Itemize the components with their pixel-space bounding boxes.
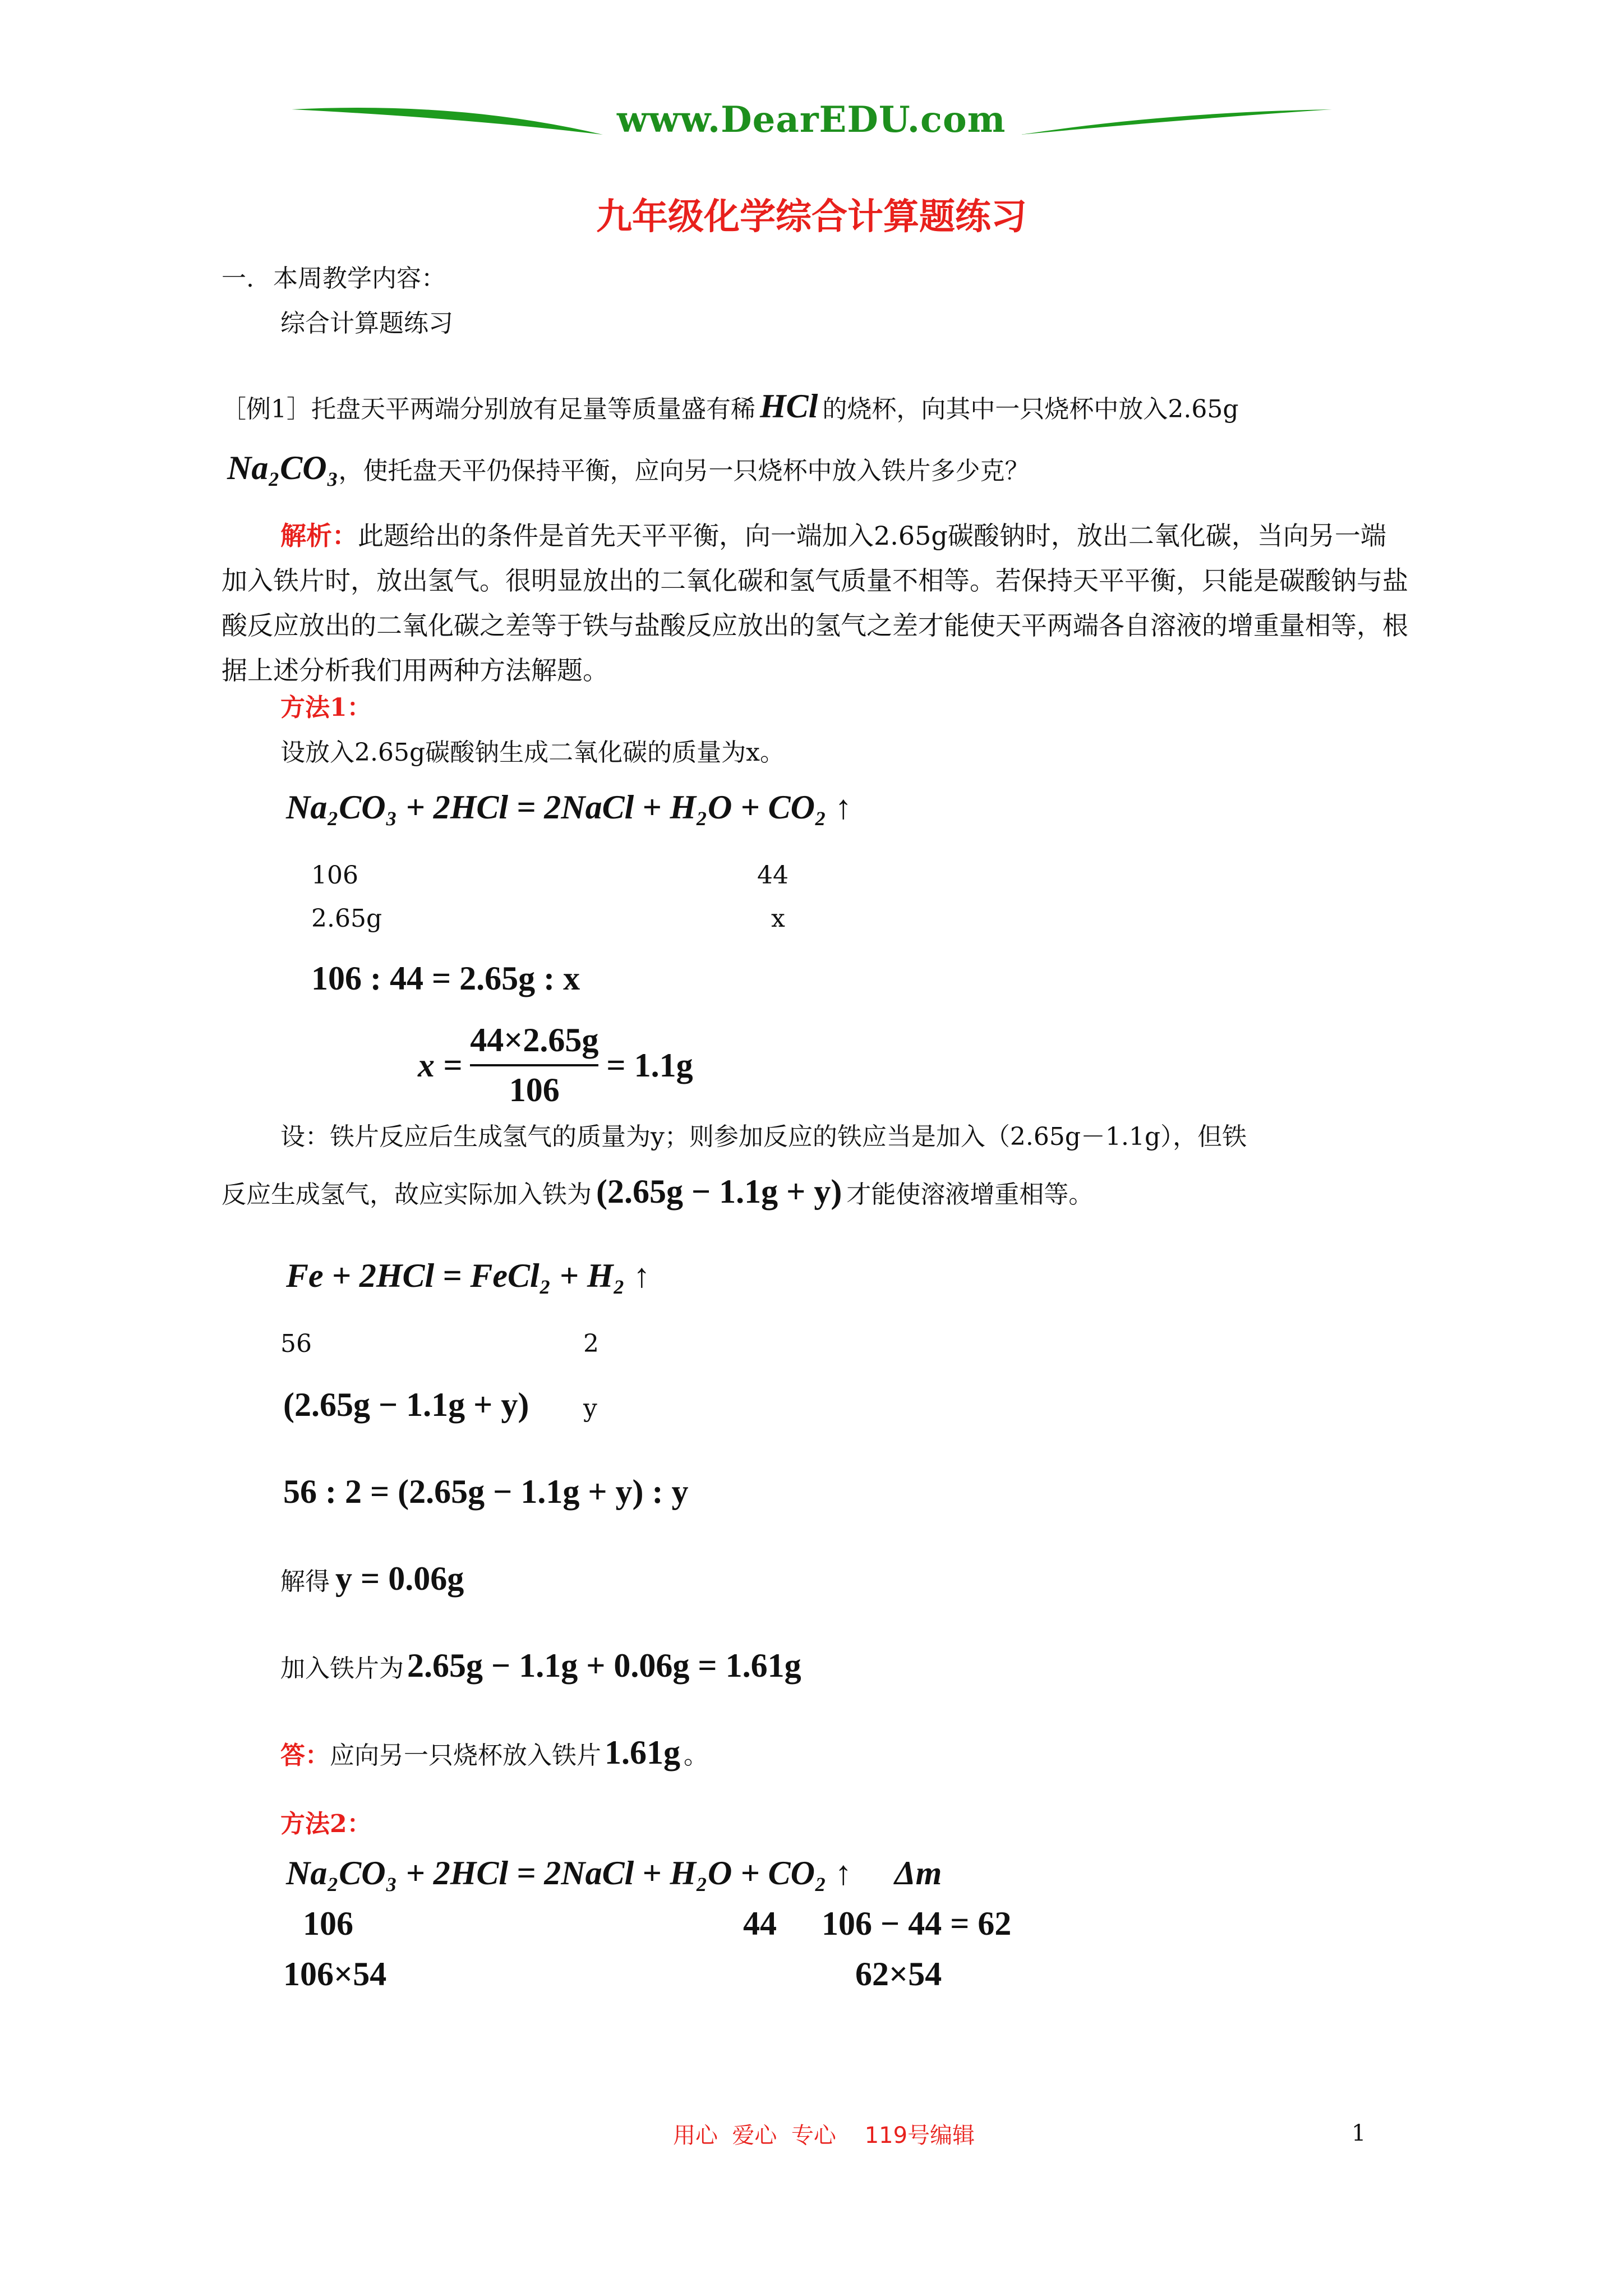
logo-swoosh-left-icon xyxy=(292,95,606,146)
m2-row1-b: 44 xyxy=(743,1905,777,1942)
example-text-1: 托盘天平两端分别放有足量等质量盛有稀 xyxy=(311,395,755,424)
method2-label: 方法2： xyxy=(280,1810,372,1838)
method1-set-x: 设放入2.65g碳酸钠生成二氧化碳的质量为x。 xyxy=(280,738,785,767)
ratio-1: 106 : 44 = 2.65g : x xyxy=(311,960,580,997)
eq1-row1-a: 106 xyxy=(311,861,358,890)
logo-text: www.DearEDU.com xyxy=(617,99,1006,141)
eq2-row2-b: y xyxy=(583,1394,597,1423)
fraction-denominator: 106 xyxy=(509,1071,560,1108)
equation-2: Fe + 2HCl = FeCl₂ + H₂ ↑ xyxy=(286,1257,651,1294)
eq2-row1-b: 2 xyxy=(583,1329,599,1358)
equation-3: Na₂CO₃ + 2HCl = 2NaCl + H₂O + CO₂ ↑ xyxy=(286,1855,852,1892)
fraction xyxy=(470,1021,598,1110)
section-number: 一. xyxy=(222,264,254,293)
example-text-3: ，使托盘天平仍保持平衡，应向另一只烧杯中放入铁片多少克？ xyxy=(338,457,1030,485)
m2-row1-c: 106 − 44 = 62 xyxy=(822,1905,1012,1942)
page-title: 九年级化学综合计算题练习 xyxy=(596,196,1027,238)
formula-na2co3: Na₂CO₃ xyxy=(227,449,339,486)
m2-row2-a: 106×54 xyxy=(283,1955,387,1993)
eq1-row2-b: x xyxy=(771,904,785,933)
eq2-row2-a: (2.65g − 1.1g + y) xyxy=(283,1386,529,1423)
m2-row1-a: 106 xyxy=(303,1905,353,1942)
answer-label: 答： xyxy=(280,1741,330,1770)
fraction-bar xyxy=(470,1064,598,1066)
set-y-text-b: 才能使溶液增重相等。 xyxy=(846,1180,1094,1209)
ratio-2: 56 : 2 = (2.65g − 1.1g + y) : y xyxy=(283,1473,689,1510)
set-y-text-a: 反应生成氢气，故应实际加入铁为 xyxy=(222,1180,592,1209)
method1-label: 方法1： xyxy=(280,693,372,722)
formula-hcl: HCl xyxy=(760,388,818,425)
fraction-x-lhs: x = xyxy=(418,1046,463,1084)
fraction-x-rhs: = 1.1g xyxy=(606,1046,693,1084)
analysis-paragraph xyxy=(222,513,1410,693)
footer-text: 用心 爱心 专心 119号编辑 xyxy=(673,2123,975,2148)
eq1-row2-a: 2.65g xyxy=(311,904,382,933)
example-line-1 xyxy=(222,387,1239,426)
section-heading xyxy=(222,258,446,294)
section-heading-text: 本周教学内容： xyxy=(273,264,446,293)
answer-text: 应向另一只烧杯放入铁片 xyxy=(330,1741,601,1770)
fraction-x xyxy=(418,1021,693,1110)
eq2-row1-a: 56 xyxy=(280,1329,312,1358)
eq1-row1-b: 44 xyxy=(757,861,789,890)
example-label: ［例1］ xyxy=(222,395,311,424)
add-iron-line xyxy=(280,1646,801,1685)
answer-end: 。 xyxy=(684,1741,708,1770)
logo-swoosh-right-icon xyxy=(1021,95,1335,146)
analysis-label: 解析： xyxy=(280,521,358,551)
solve-label: 解得 xyxy=(280,1567,330,1596)
example-text-2: 的烧杯，向其中一只烧杯中放入2.65g xyxy=(822,395,1239,424)
m2-row2-c: 62×54 xyxy=(855,1955,942,1993)
delta-m: Δm xyxy=(895,1855,942,1892)
solve-expr: y = 0.06g xyxy=(335,1560,464,1597)
solve-line xyxy=(280,1559,464,1598)
set-y-expr: (2.65g − 1.1g + y) xyxy=(596,1173,842,1210)
add-iron-expr: 2.65g − 1.1g + 0.06g = 1.61g xyxy=(407,1647,801,1684)
example-line-2 xyxy=(227,449,1030,487)
set-y-line-2 xyxy=(222,1172,1093,1211)
answer-value: 1.61g xyxy=(605,1734,680,1771)
set-y-line-1: 设：铁片反应后生成氢气的质量为y；则参加反应的铁应当是加入（2.65g－1.1g），但铁 xyxy=(280,1122,1247,1151)
equation-1: Na₂CO₃ + 2HCl = 2NaCl + H₂O + CO₂ ↑ xyxy=(286,789,852,826)
answer-line xyxy=(280,1733,708,1772)
fraction-numerator: 44×2.65g xyxy=(470,1022,599,1059)
add-iron-label: 加入铁片为 xyxy=(280,1654,404,1683)
header-logo xyxy=(292,95,1335,146)
section-content: 综合计算题练习 xyxy=(280,309,453,338)
analysis-text: 此题给出的条件是首先天平平衡，向一端加入2.65g碳酸钠时，放出二氧化碳，当向另一端加入铁片时，放出氢气。很明显放出的二氧化碳和氢气质量不相等。若保持天平平衡，只能是碳酸钠与盐酸反应放出的二氧化碳之差等于铁与盐酸反应放出的氢气之差才能使天平两端各自溶液的增重量相等，根据上述分析我们用两种方法解题。 xyxy=(222,521,1408,685)
page-number: 1 xyxy=(1352,2120,1366,2146)
